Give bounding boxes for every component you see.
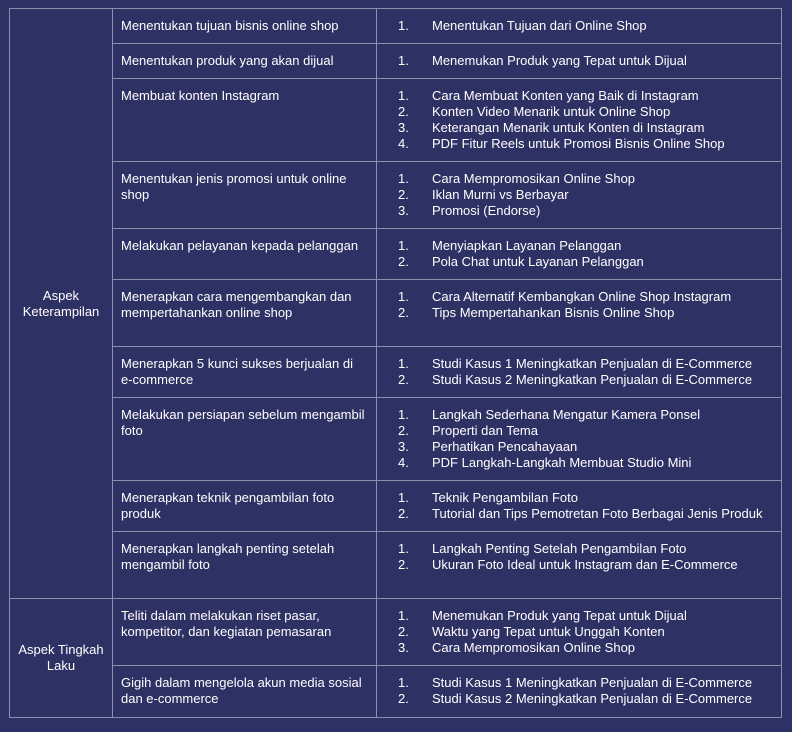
list-item-text: Cara Mempromosikan Online Shop <box>432 640 636 655</box>
list-number: 1. <box>398 88 409 103</box>
table-row <box>10 9 782 44</box>
list-number: 1. <box>398 490 409 505</box>
list-number: 1. <box>398 407 409 422</box>
list-item <box>385 608 773 624</box>
list-number: 3. <box>398 640 409 655</box>
table-row <box>10 532 782 599</box>
list-item <box>385 439 773 455</box>
list-number: 1. <box>398 608 409 623</box>
list-item-text: Menemukan Produk yang Tepat untuk Dijual <box>432 53 687 68</box>
list-item-text: Promosi (Endorse) <box>432 203 541 218</box>
list-number: 1. <box>398 675 409 690</box>
material-list <box>385 407 773 471</box>
list-number: 2. <box>398 691 409 706</box>
list-number: 2. <box>398 254 409 269</box>
material-cell <box>377 599 782 666</box>
skill-cell: Menerapkan cara mengembangkan dan mempertahankan online shop <box>113 280 377 347</box>
list-number: 2. <box>398 624 409 639</box>
list-item <box>385 407 773 423</box>
list-number: 3. <box>398 203 409 218</box>
list-number: 4. <box>398 136 409 151</box>
material-cell <box>377 481 782 532</box>
list-number: 1. <box>398 238 409 253</box>
list-number: 2. <box>398 305 409 320</box>
list-item-text: PDF Fitur Reels untuk Promosi Bisnis Online Shop <box>432 136 725 151</box>
list-item-text: Iklan Murni vs Berbayar <box>432 187 569 202</box>
list-number: 3. <box>398 120 409 135</box>
list-item-text: Ukuran Foto Ideal untuk Instagram dan E-Commerce <box>432 557 738 572</box>
skill-cell: Menentukan produk yang akan dijual <box>113 44 377 79</box>
competency-table-body <box>10 9 782 718</box>
list-item-text: Menentukan Tujuan dari Online Shop <box>432 18 647 33</box>
skill-cell: Gigih dalam mengelola akun media sosial dan e-commerce <box>113 666 377 718</box>
list-item-text: Cara Alternatif Kembangkan Online Shop Instagram <box>432 289 732 304</box>
material-list <box>385 608 773 656</box>
material-cell <box>377 398 782 481</box>
aspect-label: Aspek Tingkah Laku <box>10 599 113 718</box>
list-item <box>385 254 773 270</box>
list-item <box>385 104 773 120</box>
list-item-text: Cara Membuat Konten yang Baik di Instagram <box>432 88 699 103</box>
list-item-text: Langkah Penting Setelah Pengambilan Foto <box>432 541 687 556</box>
material-list <box>385 356 773 388</box>
list-item <box>385 640 773 656</box>
list-item-text: Teknik Pengambilan Foto <box>432 490 578 505</box>
list-item-text: Tutorial dan Tips Pemotretan Foto Berbagai Jenis Produk <box>432 506 763 521</box>
list-item <box>385 136 773 152</box>
material-list <box>385 238 773 270</box>
material-list <box>385 88 773 152</box>
material-list <box>385 171 773 219</box>
list-number: 4. <box>398 455 409 470</box>
list-item <box>385 203 773 219</box>
table-row <box>10 229 782 280</box>
material-cell <box>377 347 782 398</box>
material-list <box>385 53 773 69</box>
list-item <box>385 691 773 707</box>
list-item-text: Waktu yang Tepat untuk Unggah Konten <box>432 624 665 639</box>
list-number: 1. <box>398 289 409 304</box>
table-row <box>10 162 782 229</box>
material-list <box>385 490 773 522</box>
list-item-text: Menyiapkan Layanan Pelanggan <box>432 238 622 253</box>
table-row <box>10 666 782 718</box>
material-cell <box>377 162 782 229</box>
list-item-text: Cara Mempromosikan Online Shop <box>432 171 636 186</box>
material-list <box>385 675 773 707</box>
list-item <box>385 305 773 321</box>
list-item <box>385 675 773 691</box>
list-item-text: Langkah Sederhana Mengatur Kamera Ponsel <box>432 407 701 422</box>
material-cell <box>377 9 782 44</box>
list-item-text: Keterangan Menarik untuk Konten di Instagram <box>432 120 705 135</box>
list-item <box>385 88 773 104</box>
skill-cell: Teliti dalam melakukan riset pasar, kompetitor, dan kegiatan pemasaran <box>113 599 377 666</box>
material-cell <box>377 229 782 280</box>
list-item <box>385 490 773 506</box>
list-item <box>385 289 773 305</box>
list-number: 2. <box>398 506 409 521</box>
list-number: 2. <box>398 104 409 119</box>
list-item <box>385 624 773 640</box>
list-item <box>385 455 773 471</box>
skill-cell: Membuat konten Instagram <box>113 79 377 162</box>
material-list <box>385 541 773 573</box>
list-item-text: Perhatikan Pencahayaan <box>432 439 578 454</box>
material-cell <box>377 532 782 599</box>
list-number: 2. <box>398 557 409 572</box>
list-number: 1. <box>398 356 409 371</box>
list-number: 3. <box>398 439 409 454</box>
list-item <box>385 171 773 187</box>
list-number: 1. <box>398 53 409 68</box>
list-item-text: Studi Kasus 1 Meningkatkan Penjualan di E-Commerce <box>432 675 753 690</box>
material-list <box>385 289 773 321</box>
material-cell <box>377 666 782 718</box>
list-item <box>385 557 773 573</box>
table-row <box>10 398 782 481</box>
material-cell <box>377 44 782 79</box>
competency-table-frame <box>9 8 781 718</box>
list-item <box>385 18 773 34</box>
table-row <box>10 79 782 162</box>
skill-cell: Menerapkan langkah penting setelah mengambil foto <box>113 532 377 599</box>
skill-cell: Melakukan pelayanan kepada pelanggan <box>113 229 377 280</box>
skill-cell: Menerapkan teknik pengambilan foto produk <box>113 481 377 532</box>
list-item <box>385 423 773 439</box>
skill-cell: Menentukan jenis promosi untuk online shop <box>113 162 377 229</box>
list-item <box>385 187 773 203</box>
list-number: 1. <box>398 541 409 556</box>
competency-table <box>9 8 782 718</box>
skill-cell: Melakukan persiapan sebelum mengambil foto <box>113 398 377 481</box>
list-number: 1. <box>398 171 409 186</box>
material-cell <box>377 79 782 162</box>
list-number: 2. <box>398 423 409 438</box>
list-item-text: Studi Kasus 2 Meningkatkan Penjualan di E-Commerce <box>432 691 753 706</box>
list-item <box>385 120 773 136</box>
table-row <box>10 44 782 79</box>
skill-cell: Menentukan tujuan bisnis online shop <box>113 9 377 44</box>
list-number: 2. <box>398 372 409 387</box>
table-row <box>10 280 782 347</box>
material-list <box>385 18 773 34</box>
list-item-text: PDF Langkah-Langkah Membuat Studio Mini <box>432 455 692 470</box>
table-row <box>10 481 782 532</box>
list-item-text: Konten Video Menarik untuk Online Shop <box>432 104 671 119</box>
list-number: 1. <box>398 18 409 33</box>
list-item <box>385 238 773 254</box>
list-item <box>385 541 773 557</box>
list-item-text: Tips Mempertahankan Bisnis Online Shop <box>432 305 675 320</box>
table-row <box>10 347 782 398</box>
table-row <box>10 599 782 666</box>
list-item-text: Menemukan Produk yang Tepat untuk Dijual <box>432 608 687 623</box>
list-item-text: Properti dan Tema <box>432 423 538 438</box>
list-number: 2. <box>398 187 409 202</box>
list-item <box>385 53 773 69</box>
aspect-label: Aspek Keterampilan <box>10 9 113 599</box>
list-item-text: Pola Chat untuk Layanan Pelanggan <box>432 254 644 269</box>
material-cell <box>377 280 782 347</box>
skill-cell: Menerapkan 5 kunci sukses berjualan di e-commerce <box>113 347 377 398</box>
list-item <box>385 356 773 372</box>
list-item <box>385 372 773 388</box>
list-item-text: Studi Kasus 2 Meningkatkan Penjualan di E-Commerce <box>432 372 753 387</box>
list-item-text: Studi Kasus 1 Meningkatkan Penjualan di E-Commerce <box>432 356 753 371</box>
list-item <box>385 506 773 522</box>
